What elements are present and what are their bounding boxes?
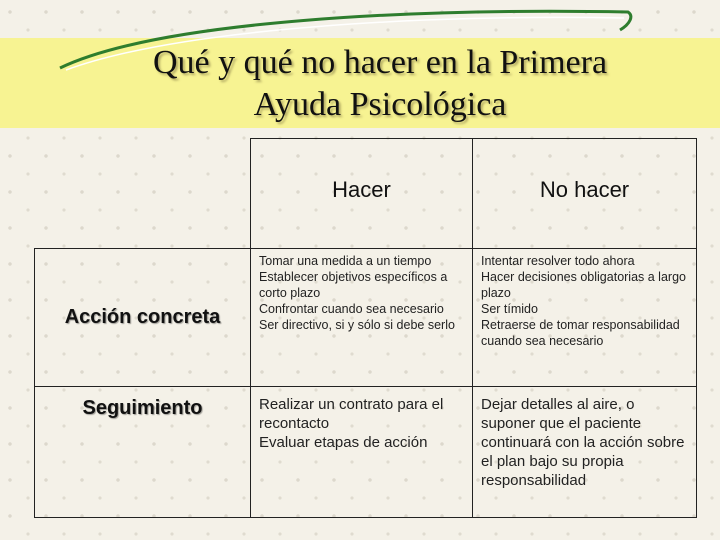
page-title [60,42,700,126]
column-header-no-hacer: No hacer [473,139,697,249]
list-item: Realizar un contrato para el recontacto [259,396,444,432]
list-item: Establecer objetivos específicos a corto plazo [259,270,448,300]
table-row-accion-concreta [35,249,697,387]
title-line-2: Ayuda Psicológica [253,86,507,123]
column-header-hacer: Hacer [251,139,473,249]
title-line-1: Qué y qué no hacer en la Primera [152,44,608,81]
list-item: Hacer decisiones obligatorias a largo plazo [481,270,686,300]
table-corner-cell [35,139,251,249]
row-label-seguimiento: Seguimiento [35,387,251,518]
comparison-table [34,138,696,518]
list-item: Intentar resolver todo ahora [481,254,635,268]
list-item: Ser tímido [481,302,538,316]
row-label-accion-concreta: Acción concreta [35,249,251,387]
cell-seguimiento-hacer [251,387,473,518]
list-item: Tomar una medida a un tiempo [259,254,432,268]
table-row-seguimiento [35,387,697,518]
cell-seguimiento-no-hacer [473,387,697,518]
list-item: Evaluar etapas de acción [259,434,428,451]
list-item: Retraerse de tomar responsabilidad cuando sea necesario [481,318,680,348]
list-item: Dejar detalles al aire, o suponer que el paciente continuará con la acción sobre el plan bajo su propia responsabilidad [481,396,685,489]
cell-accion-hacer [251,249,473,387]
cell-accion-no-hacer [473,249,697,387]
table-header-row [35,139,697,249]
list-item: Confrontar cuando sea necesario [259,302,444,316]
list-item: Ser directivo, si y sólo si debe serlo [259,318,455,332]
